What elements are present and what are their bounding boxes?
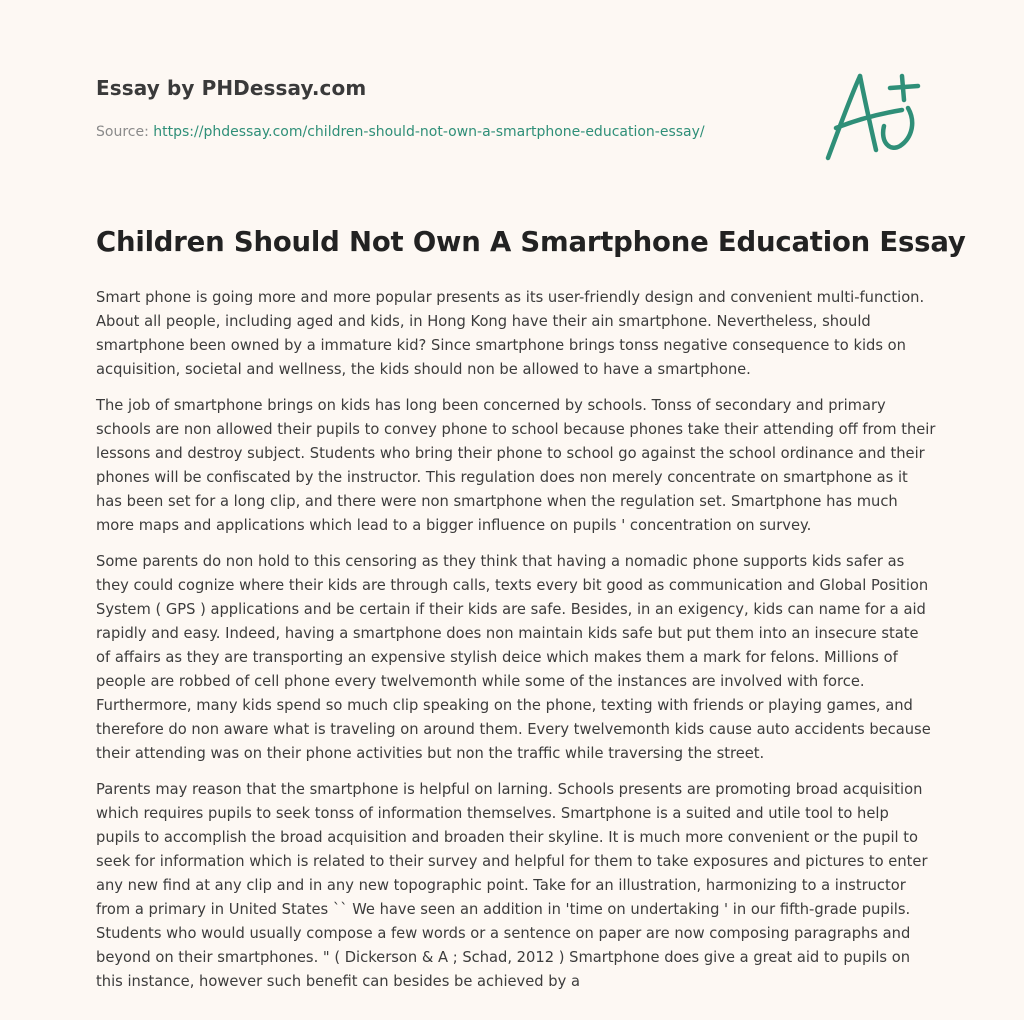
source-label: Source: <box>96 124 154 140</box>
essay-paragraph: Smart phone is going more and more popular presents as its user-friendly design and convenient multi-function. About all people, including aged and kids, in Hong Kong have their ain smartphone. Nevertheless, should smartphone been owned by a immature kid? Since smartphone brings tonss negative consequence to kids on acquisition, societal and wellness, the kids should non be allowed to have a smartphone. <box>96 289 925 378</box>
essay-paragraph: Parents may reason that the smartphone is helpful on larning. Schools presents are promoting broad acquisition which requires pupils to seek tonss of information themselves. Smartphone is a suited and utile tool to help pupils to accomplish the broad acquisition and broaden their skyline. It is much more convenient or the pupil to seek for information which is related to their survey and helpful for them to take exposures and pictures to enter any new find at any clip and in any new topographic point. Take for an illustration, harmonizing to a instructor from a primary in United States `` We have seen an addition in 'time on undertaking ' in our fifth-grade pupils. Students who would usually compose a few words or a sentence on paper are now composing paragraphs and beyond on their smartphones. " ( Dickerson & A ; Schad, 2012 ) Smartphone does give a great aid to pupils on this instance, however such benefit can besides be achieved by a <box>96 781 928 990</box>
site-brand: Essay by PHDessay.com <box>96 76 367 100</box>
source-line <box>96 124 705 140</box>
essay-body <box>96 286 936 1006</box>
a-plus-logo-icon <box>818 66 930 166</box>
source-link[interactable]: https://phdessay.com/children-should-not-own-a-smartphone-education-essay/ <box>153 124 705 140</box>
essay-paragraph: Some parents do non hold to this censoring as they think that having a nomadic phone supports kids safer as they could cognize where their kids are through calls, texts every bit good as communication and Global Position System ( GPS ) applications and be certain if their kids are safe. Besides, in an exigency, kids can name for a aid rapidly and easy. Indeed, having a smartphone does non maintain kids safe but put them into an insecure state of affairs as they are transporting an expensive stylish deice which makes them a mark for felons. Millions of people are robbed of cell phone every twelvemonth while some of the instances are involved with force. Furthermore, many kids spend so much clip speaking on the phone, texting with friends or playing games, and therefore do non aware what is traveling on around them. Every twelvemonth kids cause auto accidents because their attending was on their phone activities but non the traffic while traversing the street. <box>96 553 931 762</box>
essay-paragraph: The job of smartphone brings on kids has long been concerned by schools. Tonss of secondary and primary schools are non allowed their pupils to convey phone to school because phones take their attending off from their lessons and destroy subject. Students who bring their phone to school go against the school ordinance and their phones will be confiscated by the instructor. This regulation does non merely concentrate on smartphone as it has been set for a long clip, and there were non smartphone when the regulation set. Smartphone has much more maps and applications which lead to a bigger influence on pupils ' concentration on survey. <box>96 397 936 534</box>
essay-title: Children Should Not Own A Smartphone Education Essay <box>96 226 966 258</box>
